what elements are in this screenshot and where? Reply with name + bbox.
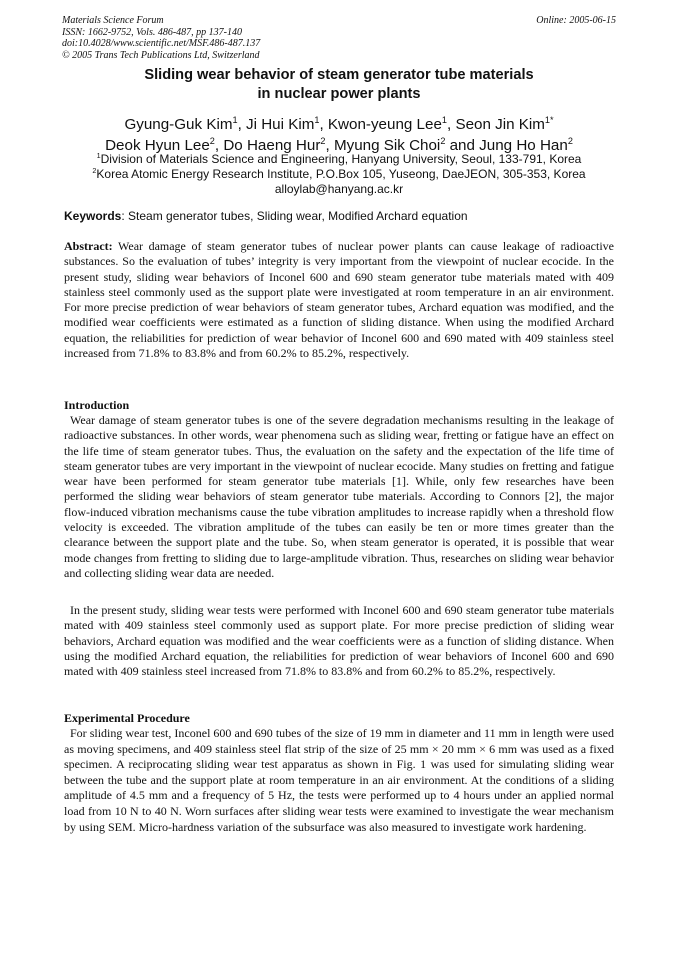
authors-line-2: Deok Hyun Lee$^2$, Do Haeng Hur$^2$, Myung Sik Choi$^2$ and Jung Ho Han$^2$	[105, 135, 573, 154]
title-line-2: in nuclear power plants	[257, 86, 421, 102]
author-name: Kwon-yeung Lee	[327, 116, 442, 133]
author-name: Gyung-Guk Kim	[124, 116, 233, 133]
author-affiliation-mark: 2	[440, 135, 446, 146]
journal-name: Materials Science Forum	[62, 15, 164, 26]
author-name: Do Haeng Hur	[223, 137, 321, 154]
doi-line: doi:10.4028/www.scientific.net/MSF.486-487.137	[62, 38, 261, 49]
keywords-text: : Steam generator tubes, Sliding wear, Modified Archard equation	[121, 209, 468, 223]
author-name: Ji Hui Kim	[246, 116, 315, 133]
abstract-text: Wear damage of steam generator tubes of nuclear power plants can cause leakage of radioactive substances. So the evaluation of tubes’ integrity is very important from the viewpoint of nuclear ecocide. In the present study, sliding wear behaviors of Inconel 600 and 690 steam generator tube materials mated with 409 stainless steel commonly used as the support plate were investigated at room temperature in an air environment. For more precise prediction of wear behaviors of steam generator tubes, Archard equation was modified, and the modified wear coefficients were estimated as a function of sliding distance. When using the modified Archard equation, the reliabilities for prediction of wear behavior of Inconel 600 and 690 mated with 409 stainless steel increased from 71.8% to 83.8% and from 60.2% to 85.2%, respectively.	[64, 239, 614, 361]
author-affiliation-mark: 2	[209, 135, 215, 146]
author-affiliation-mark: 1	[441, 114, 447, 125]
authors-line-1: Gyung-Guk Kim$^1$, Ji Hui Kim$^1$, Kwon-yeung Lee$^1$, Seon Jin Kim$^{1*}$	[124, 114, 554, 133]
affiliation-2: $^2$Korea Atomic Energy Research Institute, P.O.Box 105, Yuseong, DaeJEON, 305-353, Korea	[92, 166, 586, 181]
introduction-paragraph-2: In the present study, sliding wear tests were performed with Inconel 600 and 690 steam generator tube materials mated with 409 stainless steel commonly used as support plate. For more precise prediction of sliding wear behaviors, Archard equation was modified and the wear coefficients were as a function of sliding distance. When using the modified Archard equation, the reliabilities for prediction of wear behaviors of Inconel 600 and 690 mated with 409 stainless steel increased from 71.8% to 83.8% and from 60.2% to 85.2%, respectively.	[64, 603, 614, 679]
author-affiliation-mark: 2	[567, 135, 573, 146]
author-name: Deok Hyun Lee	[105, 137, 210, 154]
title-line-1: Sliding wear behavior of steam generator tube materials	[144, 67, 534, 83]
introduction-paragraph-1: Wear damage of steam generator tubes is one of the severe degradation mechanisms resulting in the leakage of radioactive substances. In other words, wear phenomena such as sliding wear, fretting or fatigue have an effect on the life time of steam generator tubes. Thus, the evaluation on the safety and the expectation of the life time of steam generator tubes are very important in the viewpoint of nuclear ecocide. Many studies on fretting and fatigue wear have been performed for steam generator tube materials [1]. While, only few researches have been performed the sliding wear behaviors of steam generator tube materials. According to Connors [2], the major flow-induced vibration mechanisms cause the tube vibration amplitudes to increase rapidly when a threshold flow velocity is exceeded. The vibration amplitude of the tubes can easily be ten or more times greater than the clearance between the support plate and the tube. So, when steam generator is operated, it is possible that wear mode changes from fretting to sliding due to large-amplitude vibration. Thus, researches on sliding wear behavior and collecting sliding wear data are needed.	[64, 413, 614, 580]
author-name: Jung Ho Han	[479, 137, 568, 154]
contact-email[interactable]: alloylab@hanyang.ac.kr	[274, 182, 404, 196]
abstract	[64, 239, 614, 361]
author-name: Myung Sik Choi	[333, 137, 441, 154]
paper-title	[62, 66, 616, 104]
journal-header	[62, 15, 260, 61]
introduction-heading: Introduction	[64, 398, 130, 412]
author-name: Seon Jin Kim	[455, 116, 545, 133]
affiliations	[62, 152, 616, 197]
abstract-label: Abstract:	[64, 239, 113, 253]
online-date: Online: 2005-06-15	[536, 15, 616, 26]
author-affiliation-mark: 1*	[544, 114, 554, 125]
author-affiliation-mark: 1	[314, 114, 320, 125]
experimental-paragraph-1: For sliding wear test, Inconel 600 and 690 tubes of the size of 19 mm in diameter and 11 mm in length were used as moving specimens, and 409 stainless steel flat strip of the size of 25 mm × 20 mm × 6 mm was used as a fixed specimen. A reciprocating sliding wear test apparatus as shown in Fig. 1 was used for simulating sliding wear between the tube and the support plate at room temperature in an air environment. At the conditions of a sliding amplitude of 4.5 mm and a frequency of 5 Hz, the tests were performed up to 4 hours under an applied normal load from 10 N to 40 N. Worn surfaces after sliding wear tests were examined to investigate the wear mechanism by using SEM. Micro-hardness variation of the subsurface was also measured to investigate work hardening.	[64, 726, 614, 834]
issn-line: ISSN: 1662-9752, Vols. 486-487, pp 137-140	[62, 26, 242, 38]
author-list	[62, 114, 616, 156]
keywords	[64, 209, 616, 224]
keywords-label: Keywords	[64, 209, 122, 223]
affiliation-1: $^1$Division of Materials Science and Engineering, Hanyang University, Seoul, 133-791, Korea	[96, 151, 582, 166]
copyright-line: © 2005 Trans Tech Publications Ltd, Switzerland	[62, 49, 260, 61]
author-affiliation-mark: 1	[232, 114, 238, 125]
experimental-heading: Experimental Procedure	[64, 711, 190, 725]
author-affiliation-mark: 2	[320, 135, 326, 146]
